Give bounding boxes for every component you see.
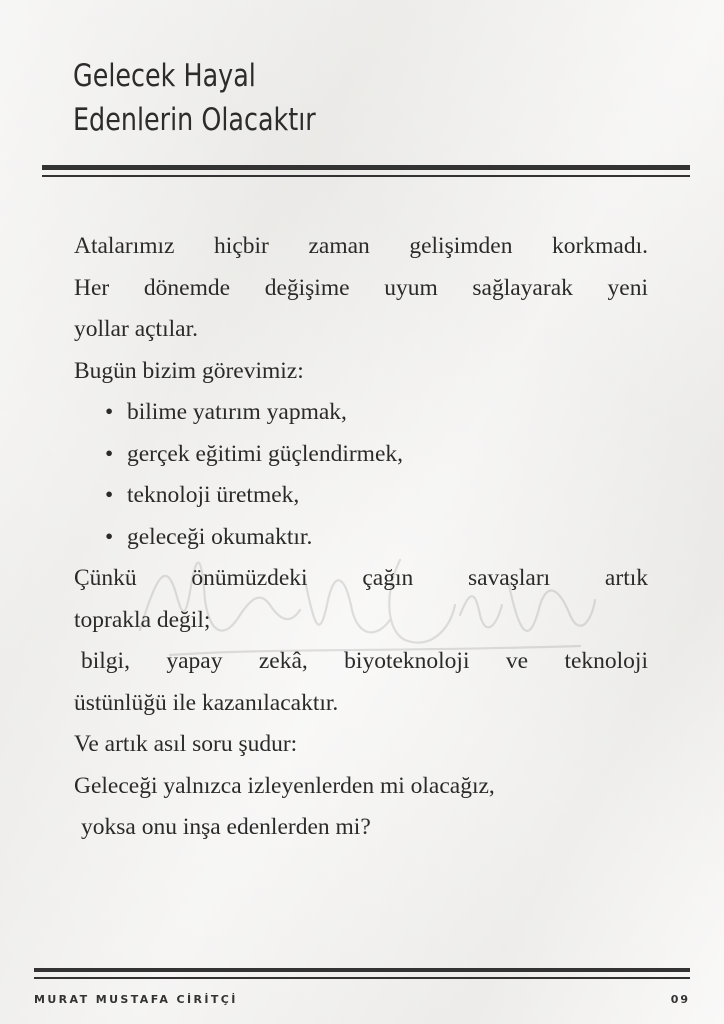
paragraph-6-line-2: yoksa onu inşa edenlerden mi? xyxy=(81,814,371,840)
list-item-text: geleceği okumaktır. xyxy=(127,523,313,550)
bullet-icon: • xyxy=(105,482,114,508)
paragraph-1-line-2: Her dönemde değişime uyum sağlayarak yeni xyxy=(74,274,648,301)
paragraph-1-line-1: Atalarımız hiçbir zaman gelişimden korkmadı. xyxy=(74,233,648,259)
paragraph-4-line-2: üstünlüğü ile kazanılacaktır. xyxy=(74,689,339,716)
list-item xyxy=(74,517,648,559)
title-line-2: Edenlerin Olacaktır xyxy=(73,102,316,138)
top-divider-thin xyxy=(42,175,690,177)
paragraph-5: Ve artık asıl soru şudur: xyxy=(74,731,298,757)
bottom-divider-thin xyxy=(34,977,690,979)
paragraph-1-line-3: yollar açtılar. xyxy=(74,316,198,342)
body-text xyxy=(74,226,648,849)
list-item xyxy=(74,434,648,476)
list-item-text: teknoloji üretmek, xyxy=(127,482,300,508)
list-item-text: bilime yatırım yapmak, xyxy=(127,399,347,425)
list-item xyxy=(74,475,648,517)
paragraph-4-line-1: bilgi, yapay zekâ, biyoteknoloji ve teknoloji xyxy=(81,648,648,674)
bullet-list xyxy=(74,392,648,558)
list-item-text: gerçek eğitimi güçlendirmek, xyxy=(127,440,404,467)
title-line-1: Gelecek Hayal xyxy=(73,58,256,94)
paragraph-3-line-2: toprakla değil; xyxy=(74,606,211,633)
list-item xyxy=(74,392,648,434)
bullet-icon: • xyxy=(105,523,114,550)
top-divider-thick xyxy=(42,165,690,170)
bottom-divider-thick xyxy=(34,968,690,972)
paragraph-3-line-1: Çünkü önümüzdeki çağın savaşları artık xyxy=(74,565,648,591)
page-number: 09 xyxy=(670,993,690,1006)
paragraph-2: Bugün bizim görevimiz: xyxy=(74,357,304,384)
footer-author: MURAT MUSTAFA CİRİTÇİ xyxy=(34,993,238,1006)
bullet-icon: • xyxy=(105,399,114,425)
paragraph-6-line-1: Geleceği yalnızca izleyenlerden mi olacağız, xyxy=(74,772,495,799)
bullet-icon: • xyxy=(105,440,114,467)
page-title xyxy=(73,54,316,142)
